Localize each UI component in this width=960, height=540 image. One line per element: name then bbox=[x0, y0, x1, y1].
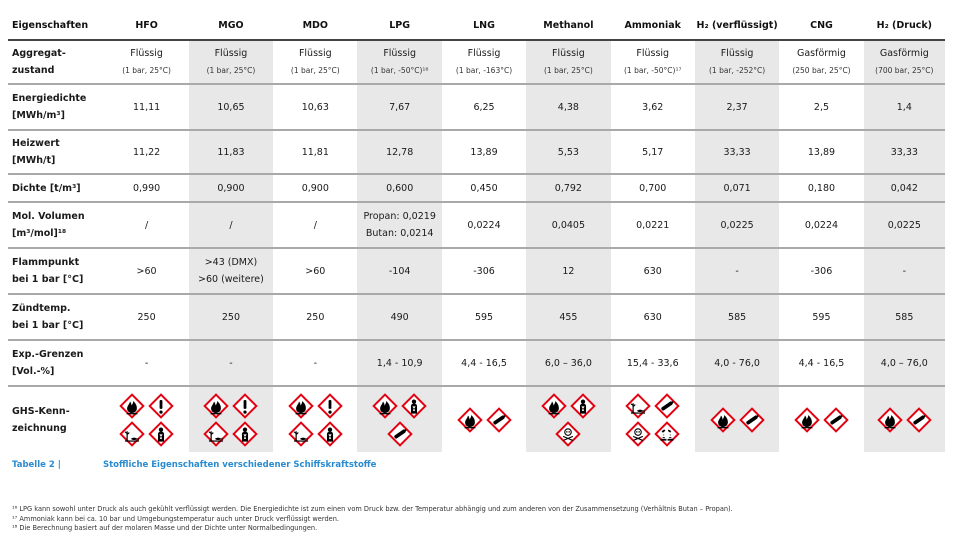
table-number: Tabelle 2 | bbox=[12, 460, 61, 470]
cell-value: 2,37 bbox=[726, 101, 748, 113]
row-label bbox=[8, 40, 104, 84]
cell-value: Propan: 0,0219 bbox=[363, 211, 436, 222]
gas-cylinder-icon bbox=[739, 407, 765, 433]
cell-value: 0,180 bbox=[807, 182, 836, 194]
health-hazard-icon bbox=[148, 421, 174, 447]
table-cell bbox=[357, 340, 441, 386]
cell-value: 11,81 bbox=[301, 146, 329, 158]
column-header: Eigenschaften bbox=[8, 11, 104, 40]
row-label-line: GHS-Kenn- bbox=[12, 405, 70, 417]
cell-value: Flüssig bbox=[383, 48, 417, 59]
ghs-pictograms bbox=[872, 407, 936, 433]
health-hazard-icon bbox=[401, 393, 427, 419]
cell-value: 2,5 bbox=[813, 101, 830, 113]
cell-value: - bbox=[313, 357, 318, 369]
table-cell bbox=[357, 202, 441, 248]
cell-value: 250 bbox=[221, 311, 241, 323]
table-cell bbox=[864, 294, 945, 340]
table-cell bbox=[442, 294, 526, 340]
cell-value: / bbox=[144, 219, 149, 231]
cell-condition: (1 bar, -50°C)¹⁷ bbox=[624, 66, 682, 75]
cell-condition: (1 bar, 25°C) bbox=[290, 66, 340, 75]
table-cell bbox=[864, 84, 945, 130]
ghs-cell bbox=[273, 386, 357, 452]
ghs-cell bbox=[104, 386, 188, 452]
skull-icon bbox=[625, 421, 651, 447]
row-label-line: [MWh/t] bbox=[12, 155, 56, 166]
ghs-pictograms bbox=[115, 393, 179, 447]
column-header: LPG bbox=[357, 11, 441, 40]
cell-value: Flüssig bbox=[552, 48, 585, 59]
table-cell bbox=[442, 174, 526, 202]
cell-value: 0,792 bbox=[554, 182, 582, 194]
table-cell bbox=[526, 130, 610, 174]
ghs-pictograms bbox=[621, 393, 685, 447]
cell-value: 0,900 bbox=[301, 182, 329, 194]
table-cell bbox=[104, 174, 188, 202]
table-cell bbox=[526, 40, 610, 84]
table-row-ghs-kennzeichnung bbox=[8, 386, 945, 452]
flame-icon bbox=[457, 407, 483, 433]
table-cell bbox=[611, 340, 695, 386]
table-title: Stoffliche Eigenschaften verschiedener Schiffskraftstoffe bbox=[103, 460, 377, 470]
cell-condition: (1 bar, 25°C) bbox=[122, 66, 171, 75]
cell-value: 6,25 bbox=[473, 101, 495, 113]
cell-value: 7,67 bbox=[389, 101, 411, 113]
table-cell bbox=[779, 248, 863, 294]
cell-value: 3,62 bbox=[642, 101, 664, 113]
footnote-16: ¹⁶ LPG kann sowohl unter Druck als auch gekühlt verflüssigt werden. Die Energiedichte ist zum einen vom Druck bzw. der Temperatur abhängig und zum anderen von der Zusammensetzung (Verhältnis Butan – Propan). bbox=[12, 505, 733, 513]
cell-value: 15,4 - 33,6 bbox=[626, 357, 679, 369]
table-cell bbox=[695, 174, 779, 202]
row-label bbox=[8, 386, 104, 452]
table-cell bbox=[864, 248, 945, 294]
exclamation-icon bbox=[317, 393, 343, 419]
environment-icon bbox=[288, 421, 314, 447]
cell-value: 4,4 - 16,5 bbox=[798, 357, 845, 369]
cell-condition: (1 bar, 25°C) bbox=[544, 66, 593, 75]
table-row-explosionsgrenzen bbox=[8, 340, 945, 386]
cell-value: / bbox=[229, 219, 233, 231]
footnote-17: ¹⁷ Ammoniak kann bei ca. 10 bar und Umgebungstemperatur auch unter Druck verflüssigt werden. bbox=[12, 514, 339, 523]
cell-value: - bbox=[735, 265, 739, 277]
row-label bbox=[8, 202, 104, 248]
table-cell bbox=[779, 202, 863, 248]
cell-value: 0,042 bbox=[890, 182, 918, 194]
table-cell bbox=[442, 40, 526, 84]
table-row-mol-volumen bbox=[8, 202, 945, 248]
table-cell bbox=[779, 174, 863, 202]
table-cell bbox=[695, 294, 779, 340]
health-hazard-icon bbox=[317, 421, 343, 447]
cell-value: 4,0 - 76,0 bbox=[714, 357, 760, 369]
cell-value: >60 bbox=[136, 265, 157, 277]
ghs-cell bbox=[442, 386, 526, 452]
table-row-flammpunkt bbox=[8, 248, 945, 294]
table-cell bbox=[864, 202, 945, 248]
cell-value: 455 bbox=[559, 311, 578, 323]
cell-condition: (1 bar, -50°C)¹⁶ bbox=[370, 66, 429, 75]
table-cell bbox=[442, 248, 526, 294]
cell-value: 10,63 bbox=[301, 101, 329, 113]
table-cell bbox=[779, 294, 863, 340]
table-cell bbox=[779, 40, 863, 84]
column-header: Methanol bbox=[526, 11, 610, 40]
row-label-line: [m³/mol]¹⁸ bbox=[12, 228, 67, 239]
column-header: H₂ (Druck) bbox=[864, 11, 945, 40]
ghs-cell bbox=[526, 386, 610, 452]
flame-icon bbox=[794, 407, 820, 433]
table-cell bbox=[526, 84, 610, 130]
cell-value: 250 bbox=[137, 311, 156, 323]
cell-value: Flüssig bbox=[636, 48, 670, 59]
cell-value: 13,89 bbox=[470, 146, 498, 158]
flame-icon bbox=[119, 393, 145, 419]
cell-value: 11,83 bbox=[217, 146, 245, 158]
table-cell bbox=[779, 84, 863, 130]
table-cell bbox=[104, 130, 188, 174]
table-cell bbox=[526, 202, 610, 248]
cell-value: Gasförmig bbox=[879, 48, 929, 59]
table-cell bbox=[189, 294, 273, 340]
header-row bbox=[8, 11, 945, 40]
table-cell bbox=[357, 248, 441, 294]
cell-value: 0,0405 bbox=[551, 219, 585, 231]
table-cell bbox=[189, 84, 273, 130]
fuel-properties-table bbox=[8, 11, 945, 452]
table-row-dichte bbox=[8, 174, 945, 202]
cell-value: 4,0 – 76,0 bbox=[880, 357, 928, 369]
table-cell bbox=[864, 130, 945, 174]
cell-condition: (250 bar, 25°C) bbox=[792, 66, 851, 75]
table-cell bbox=[611, 130, 695, 174]
table-cell bbox=[526, 174, 610, 202]
row-label-line: Aggregat- bbox=[12, 48, 66, 59]
column-header: LNG bbox=[442, 11, 526, 40]
table-cell bbox=[273, 174, 357, 202]
table-cell bbox=[104, 294, 188, 340]
row-label-line: [Vol.-%] bbox=[12, 366, 55, 377]
table-cell bbox=[611, 84, 695, 130]
table-cell bbox=[104, 40, 188, 84]
flame-icon bbox=[203, 393, 229, 419]
table-cell bbox=[526, 294, 610, 340]
health-hazard-icon bbox=[570, 393, 596, 419]
cell-condition: (1 bar, 25°C) bbox=[206, 66, 256, 75]
row-label bbox=[8, 130, 104, 174]
table-cell bbox=[357, 84, 441, 130]
table-cell bbox=[695, 130, 779, 174]
health-hazard-icon bbox=[232, 421, 258, 447]
cell-condition: (1 bar, -252°C) bbox=[708, 66, 766, 75]
table-cell bbox=[189, 130, 273, 174]
table-cell bbox=[273, 340, 357, 386]
cell-value: - bbox=[144, 357, 149, 369]
table-cell bbox=[357, 294, 441, 340]
cell-value: -306 bbox=[810, 265, 833, 277]
table-row-heizwert bbox=[8, 130, 945, 174]
cell-value: 0,700 bbox=[639, 182, 667, 194]
flame-icon bbox=[541, 393, 567, 419]
table-cell bbox=[695, 84, 779, 130]
cell-value: 5,17 bbox=[642, 146, 664, 158]
table-cell bbox=[442, 202, 526, 248]
corrosion-icon bbox=[654, 421, 680, 447]
table-row-aggregatzustand bbox=[8, 40, 945, 84]
skull-icon bbox=[555, 421, 581, 447]
cell-value: 11,22 bbox=[132, 146, 161, 158]
cell-condition: (700 bar, 25°C) bbox=[875, 66, 934, 75]
cell-value: 0,0224 bbox=[467, 219, 501, 231]
cell-value: 585 bbox=[895, 311, 914, 323]
row-label-line: zeichnung bbox=[12, 422, 67, 434]
cell-value: 33,33 bbox=[890, 146, 918, 158]
table-cell bbox=[189, 340, 273, 386]
table-cell bbox=[104, 202, 188, 248]
cell-value: 0,0224 bbox=[804, 219, 839, 231]
table-cell bbox=[611, 248, 695, 294]
row-label-line: Zündtemp. bbox=[12, 303, 71, 314]
cell-value: 585 bbox=[728, 311, 747, 323]
flame-icon bbox=[288, 393, 314, 419]
cell-value: - bbox=[902, 265, 907, 277]
table-cell bbox=[695, 340, 779, 386]
flame-icon bbox=[877, 407, 903, 433]
row-label bbox=[8, 84, 104, 130]
cell-value: 595 bbox=[474, 311, 494, 323]
cell-value: 10,65 bbox=[217, 101, 245, 113]
table-cell bbox=[357, 40, 441, 84]
cell-condition: (1 bar, -163°C) bbox=[455, 66, 513, 75]
table-cell bbox=[273, 130, 357, 174]
cell-value: 33,33 bbox=[723, 146, 751, 158]
table-cell bbox=[611, 294, 695, 340]
footnote-18: ¹⁸ Die Berechnung basiert auf der molaren Masse und der Dichte unter Normalbedingungen. bbox=[12, 524, 318, 532]
table-cell bbox=[357, 130, 441, 174]
table-cell bbox=[611, 40, 695, 84]
cell-value: 1,4 - 10,9 bbox=[376, 357, 423, 369]
table-caption bbox=[12, 460, 377, 470]
column-header: HFO bbox=[104, 11, 188, 40]
row-label-line: zustand bbox=[12, 65, 55, 76]
table-cell bbox=[273, 294, 357, 340]
cell-value: 12 bbox=[562, 265, 575, 277]
ghs-pictograms bbox=[536, 393, 600, 447]
table-cell bbox=[273, 248, 357, 294]
table-cell bbox=[779, 130, 863, 174]
footnotes bbox=[12, 505, 733, 534]
cell-value: Flüssig bbox=[130, 48, 163, 59]
cell-value: 0,900 bbox=[217, 182, 245, 194]
cell-value: 490 bbox=[390, 311, 409, 323]
table-cell bbox=[526, 248, 610, 294]
cell-value: 0,0221 bbox=[636, 219, 670, 231]
ghs-pictograms bbox=[368, 393, 432, 447]
cell-value: 595 bbox=[812, 311, 831, 323]
table-cell bbox=[104, 248, 188, 294]
gas-cylinder-icon bbox=[823, 407, 849, 433]
cell-value: Gasförmig bbox=[796, 48, 846, 59]
row-label-line: Dichte [t/m³] bbox=[12, 182, 81, 194]
cell-value: -306 bbox=[473, 265, 495, 277]
cell-value: 0,450 bbox=[470, 182, 498, 194]
table-cell bbox=[864, 40, 945, 84]
column-header: MGO bbox=[189, 11, 273, 40]
column-header: Ammoniak bbox=[611, 11, 695, 40]
cell-value: 0,0225 bbox=[720, 219, 754, 231]
table-cell bbox=[273, 202, 357, 248]
cell-value: -104 bbox=[388, 265, 411, 277]
gas-cylinder-icon bbox=[387, 421, 413, 447]
row-label-line: Energiedichte bbox=[12, 93, 87, 104]
table-cell bbox=[104, 84, 188, 130]
table-cell bbox=[189, 202, 273, 248]
flame-icon bbox=[372, 393, 398, 419]
ghs-pictograms bbox=[789, 407, 853, 433]
table-row-energiedichte bbox=[8, 84, 945, 130]
gas-cylinder-icon bbox=[906, 407, 932, 433]
ghs-cell bbox=[189, 386, 273, 452]
cell-value: 630 bbox=[643, 311, 662, 323]
column-header: MDO bbox=[273, 11, 357, 40]
table-cell bbox=[442, 340, 526, 386]
table-cell bbox=[189, 248, 273, 294]
cell-value: 0,600 bbox=[386, 182, 414, 194]
ghs-pictograms bbox=[705, 407, 769, 433]
row-label bbox=[8, 294, 104, 340]
row-label bbox=[8, 174, 104, 202]
table-cell bbox=[864, 174, 945, 202]
cell-value: Flüssig bbox=[720, 48, 754, 59]
cell-value: 0,071 bbox=[723, 182, 751, 194]
cell-value: 630 bbox=[643, 265, 662, 277]
flame-icon bbox=[710, 407, 736, 433]
row-label-line: Exp.-Grenzen bbox=[12, 349, 84, 360]
cell-value: 250 bbox=[306, 311, 325, 323]
cell-value: 1,4 bbox=[896, 101, 912, 113]
row-label-line: [MWh/m³] bbox=[12, 110, 65, 121]
cell-value: Flüssig bbox=[214, 48, 248, 59]
table-cell bbox=[442, 84, 526, 130]
row-label-line: bei 1 bar [°C] bbox=[12, 320, 84, 331]
table-cell bbox=[864, 340, 945, 386]
ghs-pictograms bbox=[199, 393, 263, 447]
ghs-cell bbox=[864, 386, 945, 452]
cell-value: 6,0 – 36,0 bbox=[544, 357, 592, 369]
exclamation-icon bbox=[232, 393, 258, 419]
table-cell bbox=[273, 40, 357, 84]
table-cell bbox=[611, 202, 695, 248]
row-label-line: bei 1 bar [°C] bbox=[12, 274, 84, 285]
table-cell bbox=[611, 174, 695, 202]
row-label-line: Flammpunkt bbox=[12, 257, 80, 268]
table-cell bbox=[442, 130, 526, 174]
table-cell bbox=[695, 248, 779, 294]
cell-value: 13,89 bbox=[807, 146, 836, 158]
ghs-cell bbox=[695, 386, 779, 452]
cell-value: >60 bbox=[305, 265, 326, 277]
ghs-cell bbox=[611, 386, 695, 452]
cell-value: 0,0225 bbox=[887, 219, 921, 231]
table-cell bbox=[104, 340, 188, 386]
cell-value: / bbox=[313, 219, 317, 231]
table-cell bbox=[357, 174, 441, 202]
row-label-line: Mol. Volumen bbox=[12, 211, 85, 222]
cell-value-second: Butan: 0,0214 bbox=[365, 228, 434, 239]
table-cell bbox=[189, 40, 273, 84]
cell-value-second: >60 (weitere) bbox=[198, 274, 264, 285]
ghs-cell bbox=[779, 386, 863, 452]
ghs-pictograms bbox=[452, 407, 516, 433]
exclamation-icon bbox=[148, 393, 174, 419]
table-cell bbox=[273, 84, 357, 130]
table-cell bbox=[695, 40, 779, 84]
ghs-cell bbox=[357, 386, 441, 452]
cell-value: 11,11 bbox=[132, 101, 161, 113]
cell-value: 4,38 bbox=[557, 101, 579, 113]
row-label bbox=[8, 248, 104, 294]
table-cell bbox=[695, 202, 779, 248]
gas-cylinder-icon bbox=[654, 393, 680, 419]
cell-value: 0,990 bbox=[132, 182, 161, 194]
row-label-line: Heizwert bbox=[12, 138, 60, 149]
column-header: H₂ (verflüssigt) bbox=[695, 11, 779, 40]
column-header: CNG bbox=[779, 11, 863, 40]
cell-value: >43 (DMX) bbox=[204, 257, 258, 268]
cell-value: 12,78 bbox=[386, 146, 414, 158]
ghs-pictograms bbox=[283, 393, 347, 447]
environment-icon bbox=[625, 393, 651, 419]
gas-cylinder-icon bbox=[486, 407, 512, 433]
table-cell bbox=[189, 174, 273, 202]
cell-value: Flüssig bbox=[298, 48, 332, 59]
row-label bbox=[8, 340, 104, 386]
cell-value: 5,53 bbox=[557, 146, 579, 158]
environment-icon bbox=[119, 421, 145, 447]
environment-icon bbox=[203, 421, 229, 447]
table-cell bbox=[779, 340, 863, 386]
table-cell bbox=[526, 340, 610, 386]
cell-value: Flüssig bbox=[467, 48, 501, 59]
cell-value: 4,4 - 16,5 bbox=[461, 357, 507, 369]
table-row-zuendtemperatur bbox=[8, 294, 945, 340]
cell-value: - bbox=[229, 357, 233, 369]
